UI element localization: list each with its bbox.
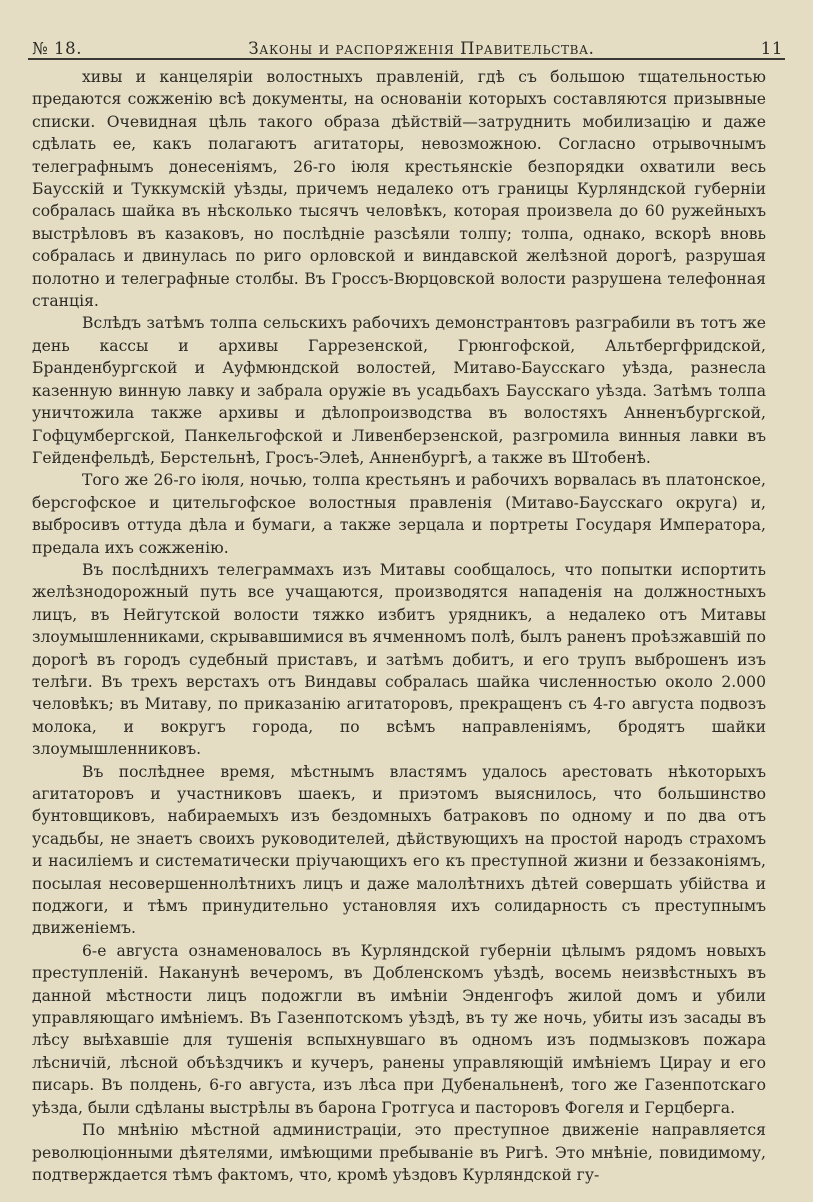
- article-body: [32, 66, 766, 1186]
- running-title: Законы и распоряженія Правительства.: [248, 39, 595, 58]
- page-number: 11: [760, 39, 783, 58]
- header-rule: [28, 58, 785, 60]
- paragraph: хивы и канцеляріи волостныхъ правленій, гдѣ съ большою тщательностью предаются сожженію всѣ документы, на основаніи которыхъ составляются призывные списки. Очевидная цѣль такого образа дѣйствій—затруднить мобилизацію и даже сдѣлать ее, какъ полагаютъ агитаторы, невозможною. Согласно отрывочнымъ телеграфнымъ донесеніямъ, 26-го іюля крестьянскіе безпорядки охватили весь Бауcскій и Туккумскій уѣзды, причемъ недалеко отъ границы Курляндской губерніи собралась шайка въ нѣсколько тысячъ человѣкъ, которая произвела до 60 ружейныхъ выстрѣловъ въ казаковъ, но послѣдніе разсѣяли толпу; толпа, однако, вскорѣ вновь собралась и двинулась по риго орловской и виндавской желѣзной дорогѣ, разрушая полотно и телеграфные столбы. Въ Гроссъ-Вюрцовской волости разрушена телефонная станція.: [32, 68, 766, 311]
- paragraph: Того же 26-го іюля, ночью, толпа крестьянъ и рабочихъ ворвалась въ платонское, берсгофское и цительгофское волостныя правленія (Митаво-Баусскаго округа) и, выбросивъ оттуда дѣла и бумаги, а также зерцала и портреты Государя Императора, предала ихъ сожженію.: [32, 471, 766, 557]
- paragraph: Въ послѣднее время, мѣстнымъ властямъ удалось арестовать нѣкоторыхъ агитаторовъ и участниковъ шаекъ, и приэтомъ выяснилось, что большинство бунтовщиковъ, набираемыхъ изъ бездомныхъ батраковъ по одному и по два отъ усадьбы, не знаетъ своихъ руководителей, дѣйствующихъ на простой народъ страхомъ и насиліемъ и систематически пріучающихъ его къ преступной жизни и беззаконіямъ, посылая несовершеннолѣтнихъ лицъ и даже малолѣтнихъ дѣтей совершать убійства и поджоги, и тѣмъ принудительно установляя ихъ солидарность съ преступнымъ движеніемъ.: [32, 762, 766, 938]
- page-header: [32, 24, 783, 58]
- paragraph: Вслѣдъ затѣмъ толпа сельскихъ рабочихъ демонстрантовъ разграбили въ тотъ же день кассы и архивы Гаррезенской, Грюнгофской, Альтбергфридской, Бранденбургской и Ауфмюндской волостей, Митаво-Баусскаго уѣзда, разнесла казенную винную лавку и забрала оружіе въ усадьбахъ Баусскаго уѣзда. Затѣмъ толпа уничтожила также архивы и дѣлопроизводства въ волостяхъ Анненъбургской, Гофцумбергской, Панкельгофской и Ливенберзенской, разгромила винныя лавки въ Гейденфельдѣ, Берстельнѣ, Гросъ-Элеѣ, Анненбургѣ, а также въ Штобенѣ.: [32, 314, 766, 467]
- paragraph: 6-е августа ознаменовалось въ Курляндской губерніи цѣлымъ рядомъ новыхъ преступленій. Наканунѣ вечеромъ, въ Добленскомъ уѣздѣ, восемь неизвѣстныхъ въ данной мѣстности лицъ подожгли въ имѣніи Энденгофъ жилой домъ и убили управляющаго имѣніемъ. Въ Газенпотскомъ уѣздѣ, въ ту же ночь, убиты изъ засады въ лѣсу выѣхавшіе для тушенія вспыхнувшаго въ одномъ изъ подмызковъ пожара лѣсничій, лѣсной объѣздчикъ и кучеръ, ранены управляющій имѣніемъ Цирау и его писарь. Въ полдень, 6-го августа, изъ лѣса при Дубенальненѣ, того же Газенпотскаго уѣзда, были сдѣланы выстрѣлы въ барона Гротгуса и пасторовъ Фогеля и Герцберга.: [32, 941, 766, 1117]
- paragraph: Въ послѣднихъ телеграммахъ изъ Митавы сообщалось, что попытки испортить желѣзнодорожный путь все учащаются, производятся нападенія на должностныхъ лицъ, въ Нейгутской волости тяжко избитъ урядникъ, а недалеко отъ Митавы злоумышленниками, скрывавшимися въ ячменномъ полѣ, былъ раненъ проѣзжавшій по дорогѣ въ городъ судебный приставъ, и затѣмъ добитъ, и его трупъ выброшенъ изъ телѣги. Въ трехъ верстахъ отъ Виндавы собралась шайка численностью около 2.000 человѣкъ; въ Митаву, по приказанію агитаторовъ, прекращенъ съ 4-го августа подвозъ молока, и вокругъ города, по всѣмъ направленіямъ, бродятъ шайки злоумышленниковъ.: [32, 560, 766, 759]
- issue-number: № 18.: [32, 39, 83, 58]
- paragraph: По мнѣнію мѣстной администраціи, это преступное движеніе направляется революціонными дѣятелями, имѣющими пребываніе въ Ригѣ. Это мнѣніе, повидимому, подтверждается тѣмъ фактомъ, что, кромѣ уѣздовъ Курляндской гу-: [32, 1121, 766, 1184]
